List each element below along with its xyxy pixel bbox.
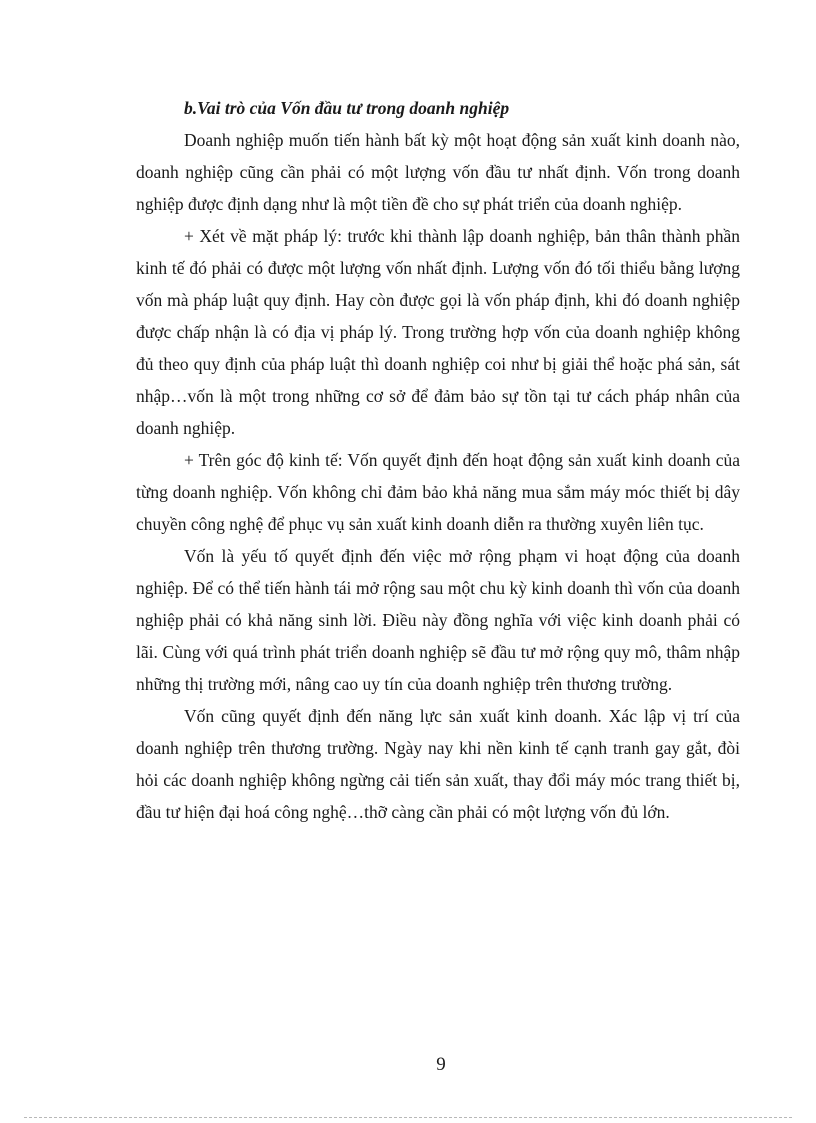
paragraph-intro: Doanh nghiệp muốn tiến hành bất kỳ một hoạt động sản xuất kinh doanh nào, doanh nghiệp cũng cần phải có một lượng vốn đầu tư nhất định. Vốn trong doanh nghiệp được định dạng như là một tiền đề cho sự phát triển của doanh nghiệp.: [136, 130, 740, 214]
paragraph-capacity: Vốn cũng quyết định đến năng lực sản xuất kinh doanh. Xác lập vị trí của doanh nghiệp trên thương trường. Ngày nay khi nền kinh tế cạnh tranh gay gắt, đòi hỏi các doanh nghiệp không ngừng cải tiến sản xuất, thay đổi máy móc trang thiết bị, đầu tư hiện đại hoá công nghệ…thỡ càng cần phải có một lượng vốn đủ lớn.: [136, 706, 740, 822]
page-content: [136, 92, 740, 828]
page-bottom-divider: [24, 1117, 792, 1118]
paragraph-economic-aspect: + Trên góc độ kinh tế: Vốn quyết định đến hoạt động sản xuất kinh doanh của từng doanh nghiệp. Vốn không chỉ đảm bảo khả năng mua sắm máy móc thiết bị dây chuyền công nghệ để phục vụ sản xuất kinh doanh diễn ra thường xuyên liên tục.: [136, 450, 740, 534]
page-number: 9: [436, 1054, 446, 1075]
section-heading: b.Vai trò của Vốn đầu tư trong doanh nghiệp: [184, 98, 510, 118]
paragraph-expansion: Vốn là yếu tố quyết định đến việc mở rộng phạm vi hoạt động của doanh nghiệp. Để có thể tiến hành tái mở rộng sau một chu kỳ kinh doanh thì vốn của doanh nghiệp phải có khả năng sinh lời. Điều này đồng nghĩa với việc kinh doanh phải có lãi. Cùng với quá trình phát triển doanh nghiệp sẽ đầu tư mở rộng quy mô, thâm nhập những thị trường mới, nâng cao uy tín của doanh nghiệp trên thương trường.: [136, 546, 740, 694]
paragraph-legal-aspect: + Xét về mặt pháp lý: trước khi thành lập doanh nghiệp, bản thân thành phần kinh tế đó phải có được một lượng vốn nhất định. Lượng vốn đó tối thiểu bằng lượng vốn mà pháp luật quy định. Hay còn được gọi là vốn pháp định, khi đó doanh nghiệp được chấp nhận là có địa vị pháp lý. Trong trường hợp vốn của doanh nghiệp không đủ theo quy định của pháp luật thì doanh nghiệp coi như bị giải thể hoặc phá sản, sát nhập…vốn là một trong những cơ sở để đảm bảo sự tồn tại tư cách pháp nhân của doanh nghiệp.: [136, 226, 740, 438]
